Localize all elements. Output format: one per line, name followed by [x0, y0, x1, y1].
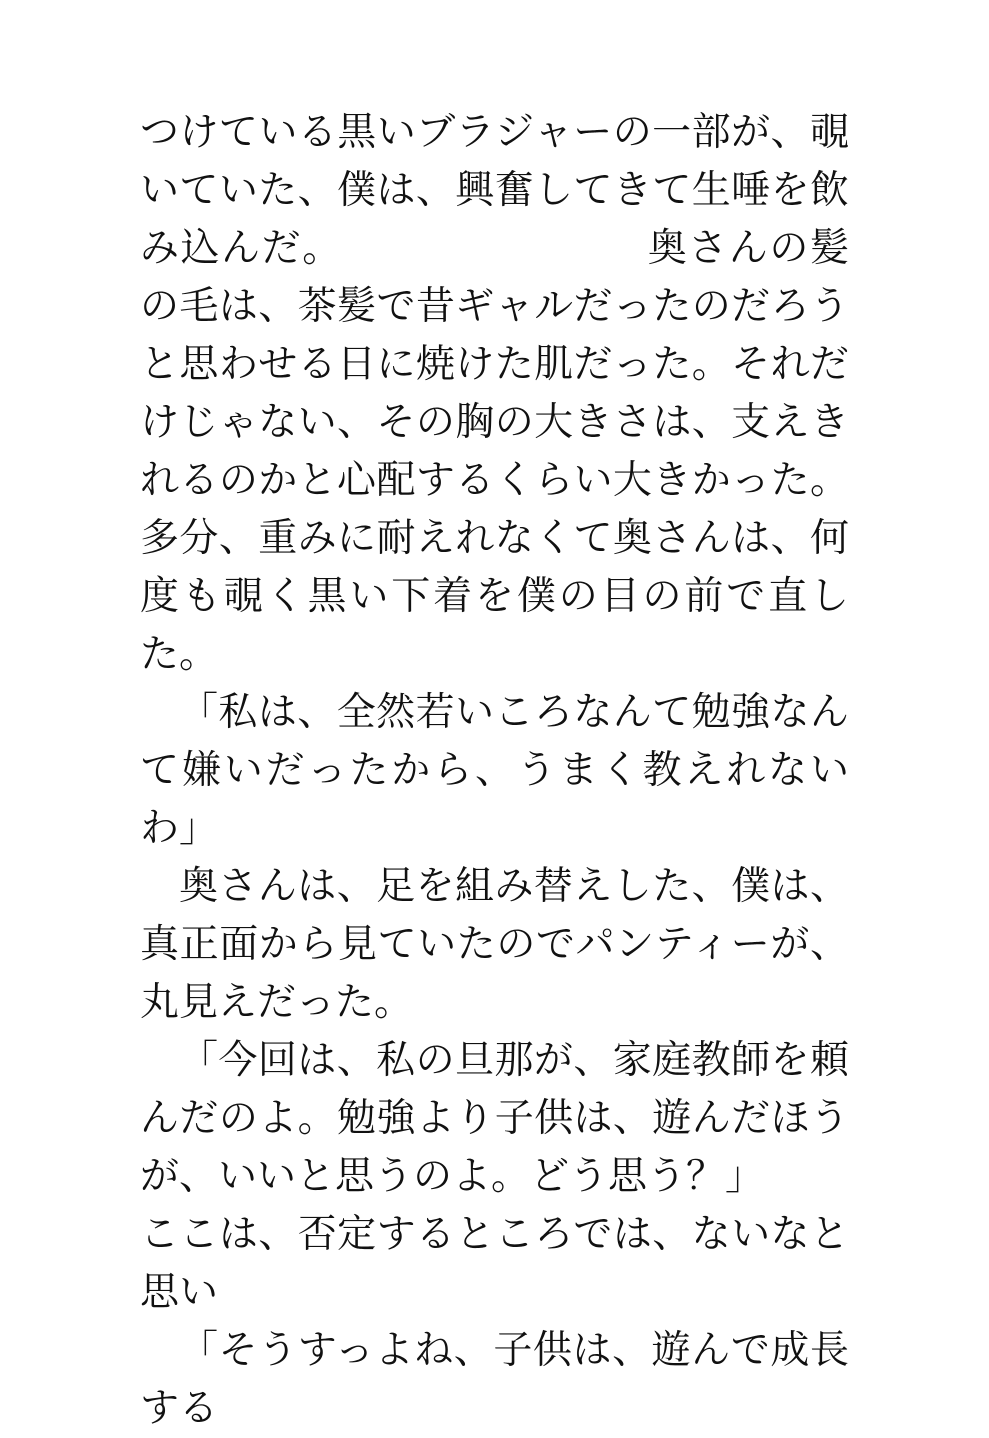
paragraph-4: 「今回は、私の旦那が、家庭教師を頼んだのよ。勉強より子供は、遊んだほうが、いいと思うのよ。どう思う？」: [140, 1038, 849, 1199]
paragraph-1: つけている黒いブラジャーの一部が、覗いていた、僕は、興奮してきて生唾を飲み込んだ。 奥さんの髪の毛は、茶髪で昔ギャルだったのだろうと思わせる日に焼けた肌だった。それだけじゃない、その胸の大きさは、支えきれるのかと心配するくらい大きかった。多分、重みに耐えれなくて奥さんは、何度も覗く黒い下着を僕の目の前で直した。: [140, 110, 849, 677]
page-body: [140, 104, 849, 1438]
paragraph-3: 奥さんは、足を組み替えした、僕は、真正面から見ていたのでパンティーが、丸見えだった。: [140, 864, 849, 1025]
paragraph-6: 「そうすっよね、子供は、遊んで成長する: [140, 1328, 849, 1431]
paragraph-5: ここは、否定するところでは、ないなと思い: [140, 1212, 849, 1315]
paragraph-2: 「私は、全然若いころなんて勉強なんて嫌いだったから、うまく教えれないわ」: [140, 690, 849, 851]
